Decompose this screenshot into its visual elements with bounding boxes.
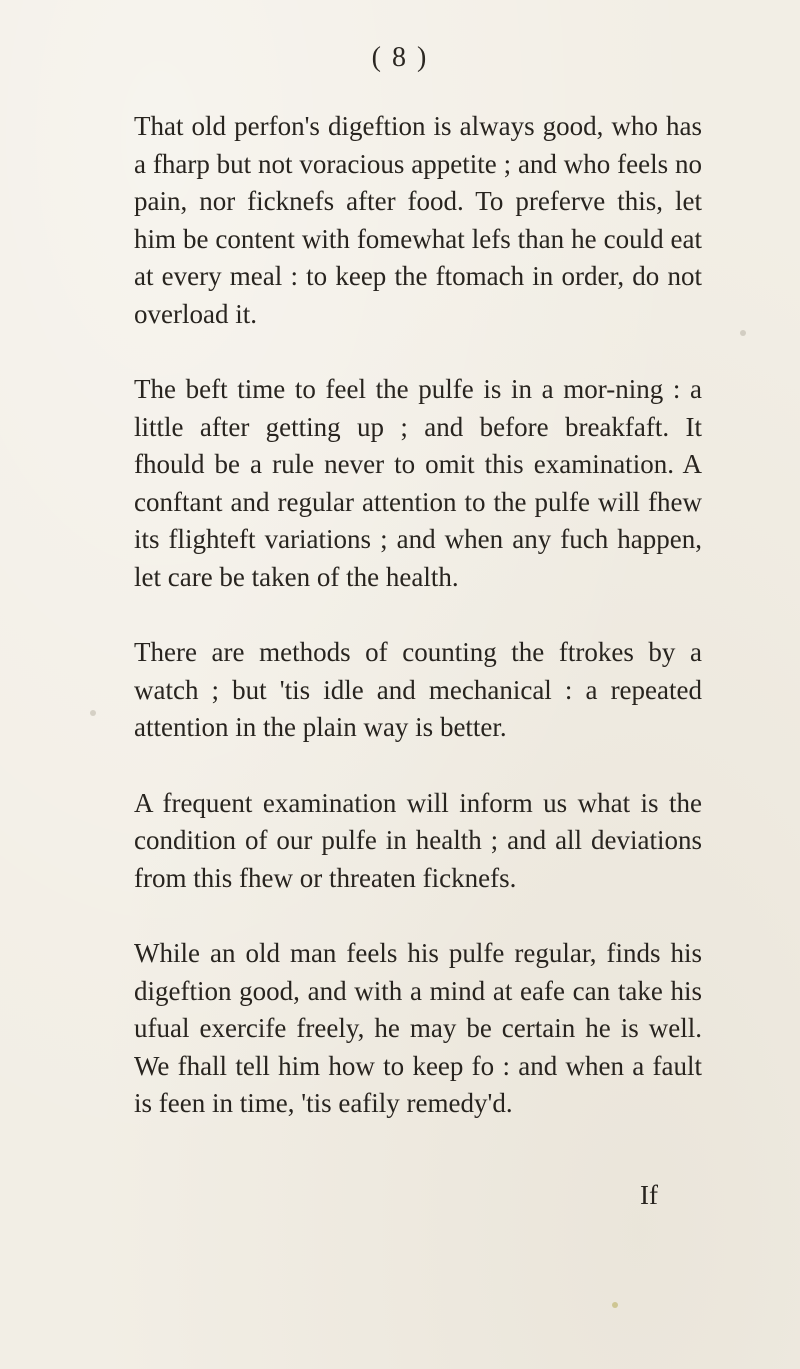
ink-speck [90,710,96,716]
paragraph-frequent-examination: A frequent examination will inform us what is the condition of our pulfe in health ; and all deviations from this fhew or threaten ficknefs. [134,787,702,893]
paragraph-digestion: That old perfon's digeftion is always good, who has a fharp but not voracious appetite ; and who feels no pain, nor ficknefs after food. To preferve this, let him be content with fomewhat lefs than he could eat at every meal : to keep the ftomach in order, do not overload it. [134,111,702,329]
catchword: If [640,1180,658,1210]
page-number: ( 8 ) [371,42,429,73]
paragraph-old-man-health: While an old man feels his pulfe regular, finds his digeftion good, and with a mind at eafe can take his ufual exercife freely, he may be certain he is well. We fhall tell him how to keep fo : and when a fault is feen in time, 'tis eafily remedy'd. [134,938,702,1118]
ink-speck [612,1302,618,1308]
ink-speck [740,330,746,336]
paragraph-pulse-timing: The beft time to feel the pulfe is in a mor-ning : a little after getting up ; and before breakfaft. It fhould be a rule never to omit this examination. A conftant and regular attention to the pulfe will fhew its flighteft variations ; and when any fuch happen, let care be taken of the health. [134,374,702,592]
body-text [134,108,702,1123]
paragraph-counting-methods: There are methods of counting the ftrokes by a watch ; but 'tis idle and mechanical : a repeated attention in the plain way is better. [134,637,702,742]
